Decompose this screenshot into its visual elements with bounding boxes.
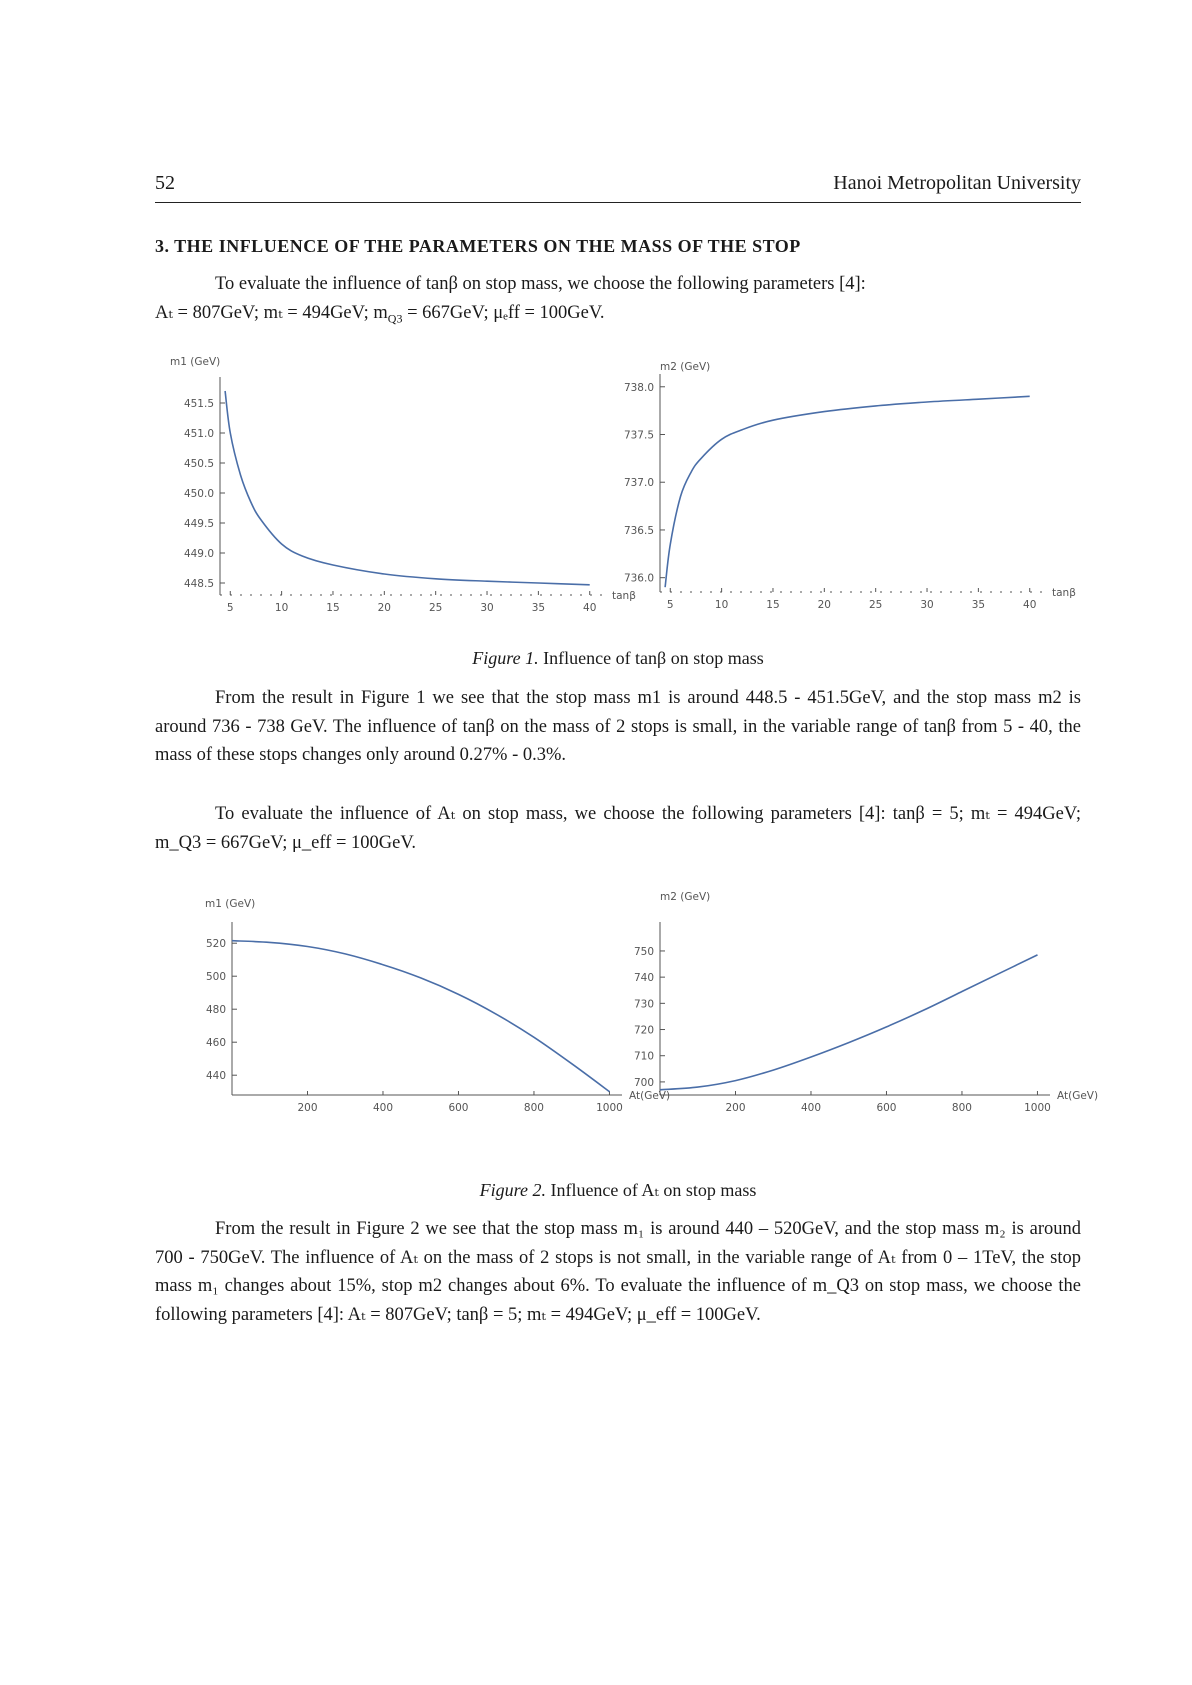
page-number: 52 [155, 172, 175, 194]
x-tick-label: 400 [372, 1102, 394, 1114]
y-tick-label: 451.5 [183, 398, 214, 410]
y-tick-label: 750 [633, 945, 654, 958]
x-tick-label: 30 [920, 599, 934, 611]
x-tick-label: 600 [876, 1102, 897, 1114]
y-tick-label: 740 [633, 972, 654, 985]
paragraph-1-line1: To evaluate the influence of tanβ on stop mass, we choose the following parameters [4]: [215, 274, 866, 294]
x-tick-label: 25 [868, 599, 883, 611]
x-tick-label: 1000 [596, 1102, 623, 1114]
y-tick-label: 450.5 [183, 458, 214, 470]
figure-2-label: Figure 2. [479, 1180, 546, 1200]
y-tick-label: 700 [633, 1076, 654, 1089]
x-tick-label: 200 [297, 1102, 318, 1114]
y-tick-label: 720 [633, 1024, 654, 1037]
x-axis-label: At(GeV) [629, 1090, 671, 1102]
y-axis-label: m1 (GeV) [170, 356, 221, 368]
x-axis-label: At(GeV) [1057, 1090, 1099, 1102]
x-tick-label: 40 [583, 602, 597, 614]
y-axis-label: m1 (GeV) [205, 898, 256, 910]
page-header [155, 172, 1081, 203]
y-tick-label: 449.5 [183, 518, 214, 530]
x-tick-label: 5 [666, 599, 674, 611]
y-tick-label: 737.0 [623, 477, 654, 490]
y-axis-label: m2 (GeV) [660, 891, 711, 903]
x-tick-label: 10 [714, 599, 729, 611]
x-tick-label: 20 [377, 602, 392, 614]
x-tick-label: 5 [226, 602, 234, 614]
x-axis-label: tanβ [612, 590, 636, 602]
y-tick-label: 448.5 [183, 578, 214, 590]
series-line [660, 955, 1038, 1090]
paragraph-4-text: From the result in Figure 2 we see that the stop mass m₁ is around 440 – 520GeV, and the stop mass m₂ is around 700 - 750GeV. The influence of Aₜ on the mass of 2 stops is not small, in the variable range of Aₜ from 0 – 1TeV, the stop mass m₁ changes about 15%, stop m2 changes about 6%. To evaluate the influence of m_Q3 on stop mass, we choose the following parameters [4]: Aₜ = 807GeV; tanβ = 5; mₜ = 494GeV; μ_eff = 100GeV. [155, 1219, 1081, 1325]
y-tick-label: 449.0 [183, 548, 214, 560]
paragraph-1 [155, 270, 1081, 333]
paragraph-3-text: To evaluate the influence of Aₜ on stop mass, we choose the following parameters [4]: tanβ = 5; mₜ = 494GeV; m_Q3 = 667GeV; μ_eff = 100GeV. [155, 804, 1081, 853]
x-tick-label: 25 [428, 602, 443, 614]
figure-2-caption [155, 1180, 1081, 1201]
y-axis-label: m2 (GeV) [660, 361, 711, 373]
y-tick-label: 520 [205, 938, 226, 951]
x-tick-label: 15 [326, 602, 340, 614]
journal-name: Hanoi Metropolitan University [833, 172, 1081, 194]
paragraph-1-line2: Aₜ = 807GeV; mₜ = 494GeV; m [155, 302, 388, 323]
section-title: 3. THE INFLUENCE OF THE PARAMETERS ON THE MASS OF THE STOP [155, 236, 801, 256]
x-axis-label: tanβ [1052, 587, 1076, 599]
y-tick-label: 736.5 [623, 524, 654, 537]
x-tick-label: 1000 [1024, 1102, 1051, 1114]
paragraph-2-text: From the result in Figure 1 we see that the stop mass m1 is around 448.5 - 451.5GeV, and the stop mass m2 is around 736 - 738 GeV. The influence of tanβ on the mass of 2 stops is small, in the variable range of tanβ from 5 - 40, the mass of these stops changes only around 0.27% - 0.3%. [155, 688, 1081, 765]
figure-2-text: Influence of Aₜ on stop mass [545, 1180, 757, 1200]
paragraph-3 [155, 800, 1081, 857]
series-line [232, 941, 610, 1092]
paragraph-2 [155, 684, 1081, 770]
y-tick-label: 451.0 [183, 428, 214, 440]
x-tick-label: 15 [766, 599, 780, 611]
paragraph-4 [155, 1215, 1081, 1329]
y-tick-label: 460 [205, 1037, 226, 1050]
x-tick-label: 40 [1023, 599, 1037, 611]
y-tick-label: 710 [633, 1050, 654, 1063]
chart-m2-vs-at [620, 890, 1099, 1145]
y-tick-label: 440 [205, 1070, 226, 1083]
paragraph-1-line2-rest: = 667GeV; μₑff = 100GeV. [402, 302, 605, 323]
x-tick-label: 200 [725, 1102, 746, 1114]
y-tick-label: 738.0 [623, 381, 654, 394]
figure-1-text: Influence of tanβ on stop mass [538, 648, 764, 668]
series-line [225, 391, 590, 585]
y-tick-label: 730 [633, 998, 654, 1011]
y-tick-label: 450.0 [183, 488, 214, 500]
x-tick-label: 35 [971, 599, 986, 611]
x-tick-label: 10 [274, 602, 289, 614]
x-tick-label: 600 [448, 1102, 469, 1114]
y-tick-label: 737.5 [623, 429, 654, 442]
x-tick-label: 800 [951, 1102, 972, 1114]
chart-m2-vs-tanbeta [620, 360, 1080, 630]
y-tick-label: 500 [205, 971, 226, 984]
x-tick-label: 400 [800, 1102, 822, 1114]
y-tick-label: 480 [205, 1004, 226, 1017]
chart-m1-vs-tanbeta [150, 355, 636, 635]
x-tick-label: 35 [531, 602, 546, 614]
x-tick-label: 20 [817, 599, 832, 611]
x-tick-label: 30 [480, 602, 494, 614]
figure-1-caption [155, 648, 1081, 669]
figure-1-label: Figure 1. [472, 648, 539, 668]
paragraph-1-line2-sub: Q3 [387, 311, 403, 326]
y-tick-label: 736.0 [623, 572, 654, 585]
x-tick-label: 800 [523, 1102, 544, 1114]
series-line [665, 396, 1030, 587]
